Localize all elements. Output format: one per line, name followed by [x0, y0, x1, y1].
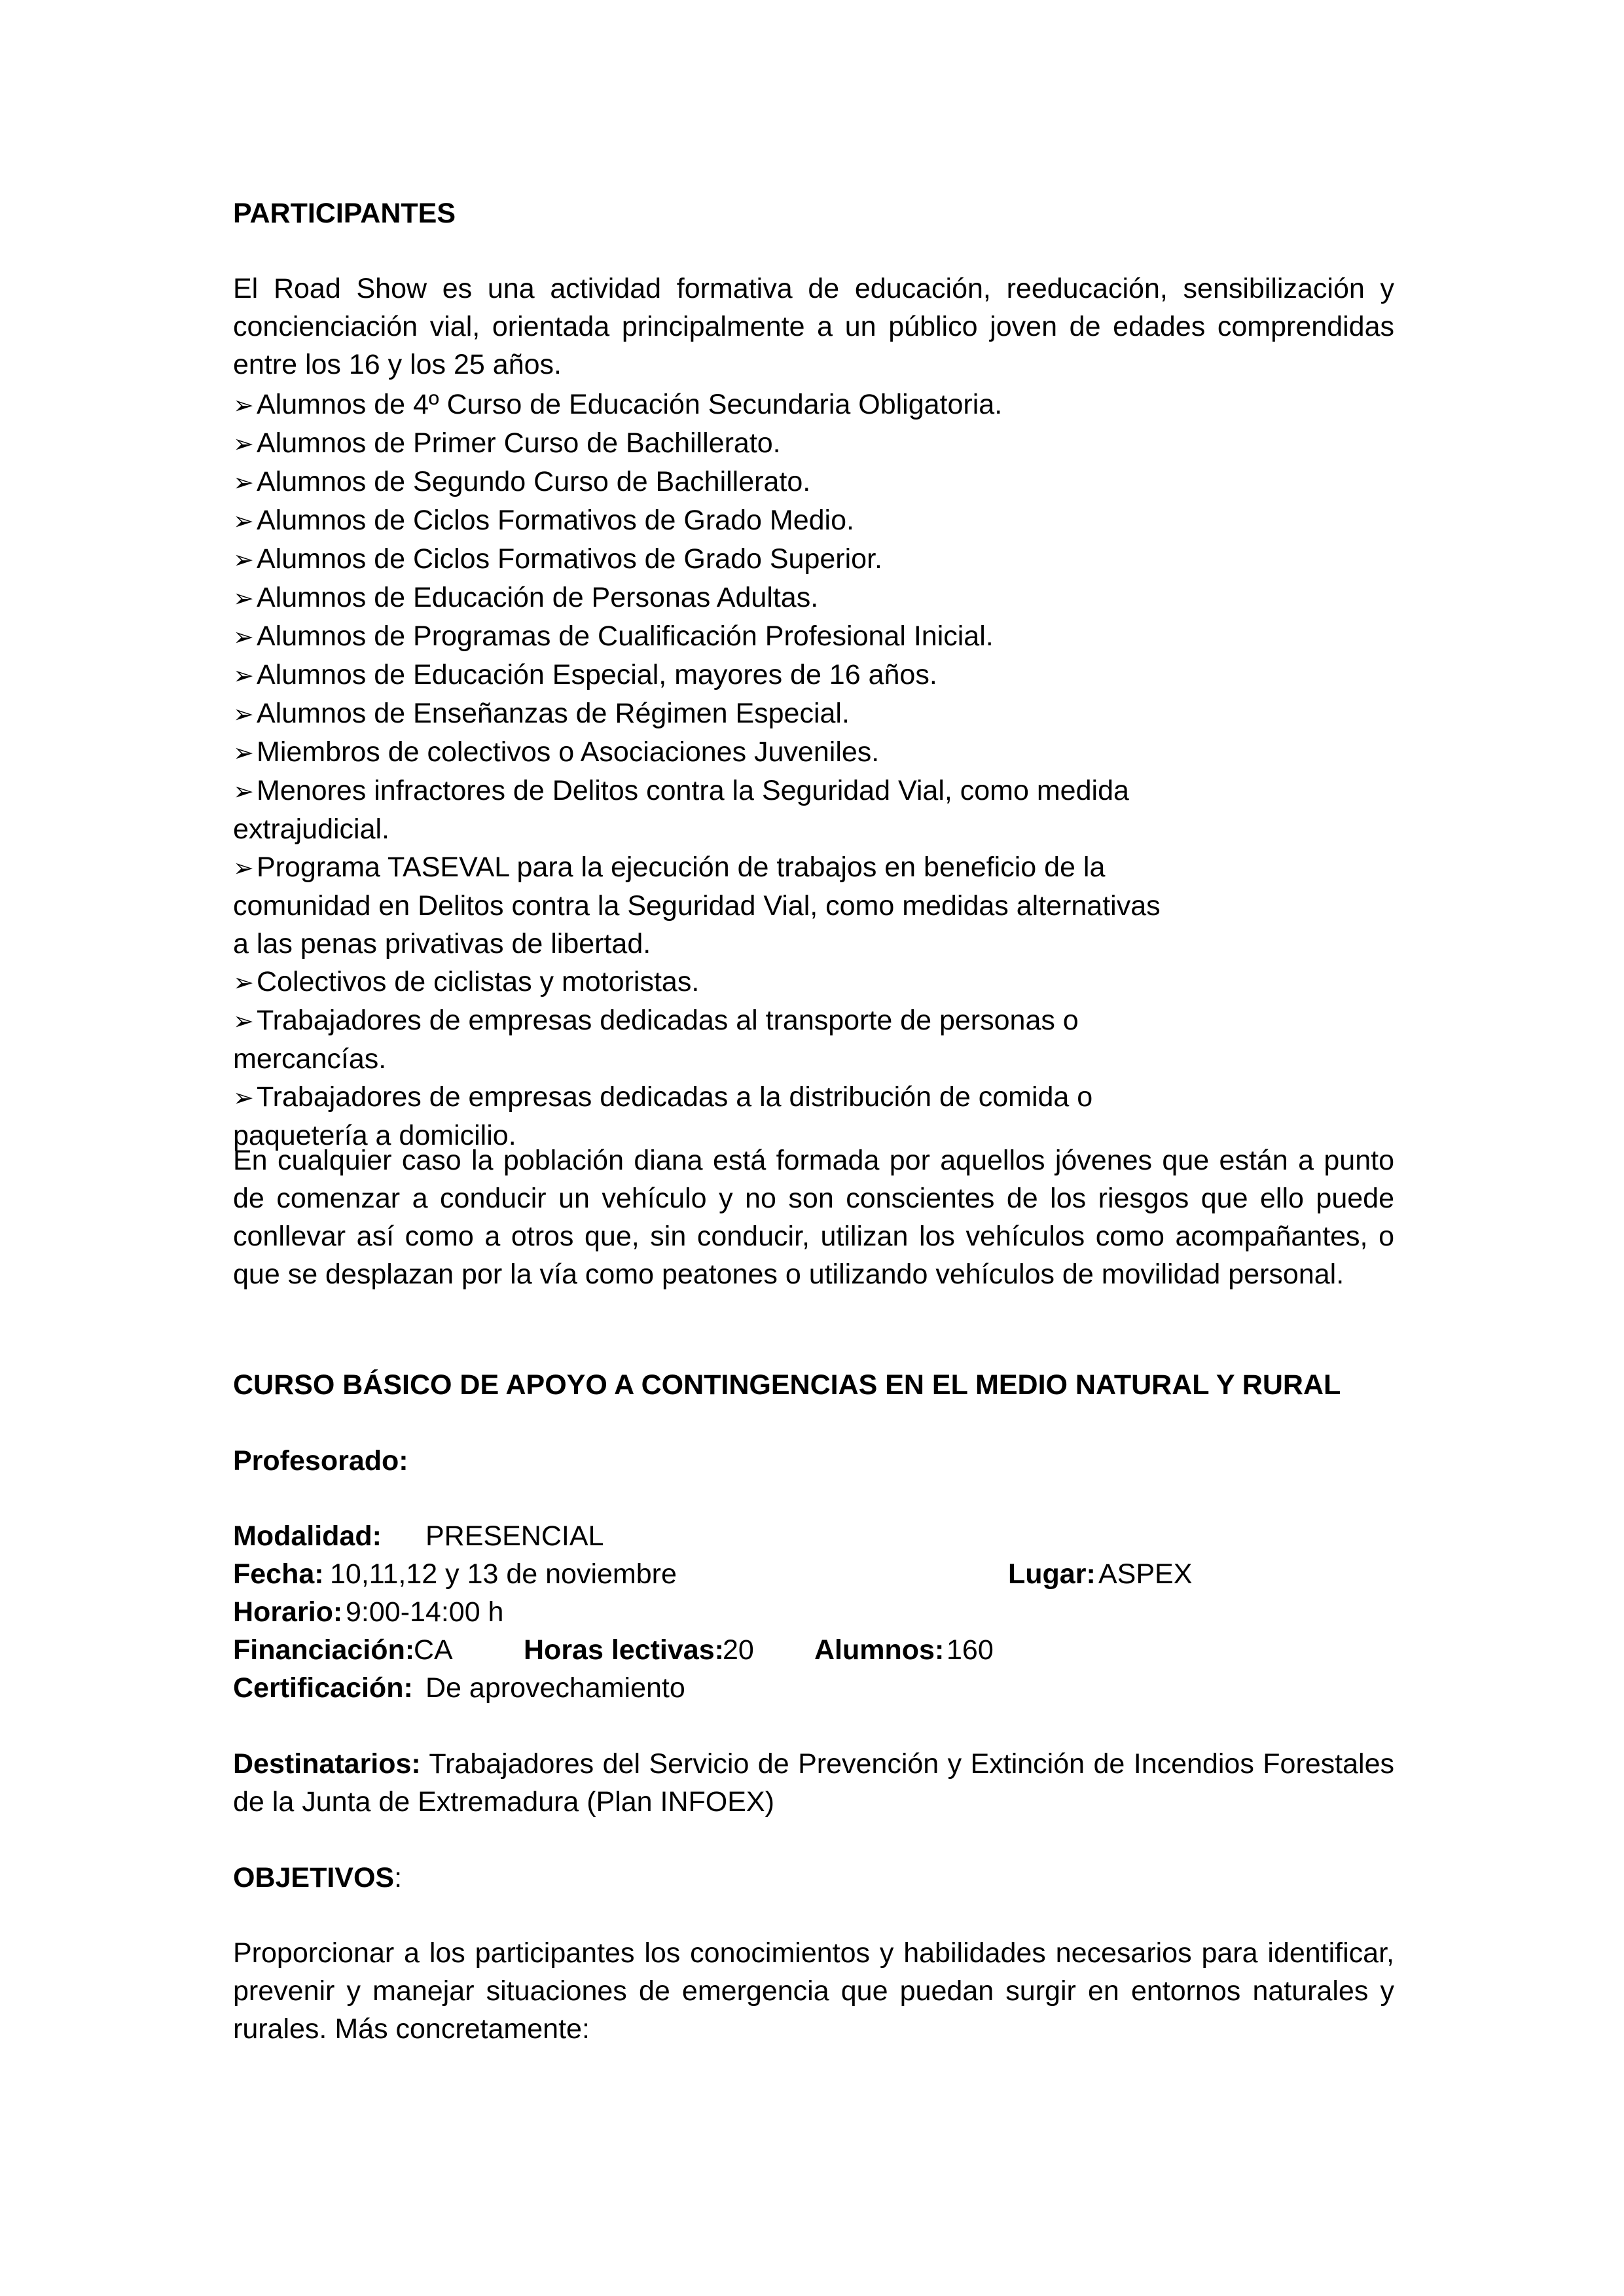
list-item: ➢Miembros de colectivos o Asociaciones Juveniles.	[233, 733, 1394, 772]
participantes-closing: En cualquier caso la población diana está formada por aquellos jóvenes que están a punto de comenzar a conducir un vehículo y no son conscientes de los riesgos que ello puede conllevar así como a otros que, sin conducir, utilizan los vehículos como acompañantes, o que se desplazan por la vía como peatones o utilizando vehículos de movilidad personal.	[233, 1145, 1394, 1290]
arrow-bullet-icon: ➢	[233, 507, 254, 535]
arrow-bullet-icon: ➢	[233, 777, 254, 806]
certificacion-value: De aprovechamiento	[425, 1672, 685, 1704]
certificacion-label: Certificación:	[233, 1672, 413, 1704]
list-item: ➢Alumnos de Ciclos Formativos de Grado Superior.	[233, 540, 1394, 579]
list-item: ➢Alumnos de Segundo Curso de Bachillerato.	[233, 463, 1394, 501]
lugar-value: ASPEX	[1098, 1558, 1193, 1590]
list-item: ➢Alumnos de Enseñanzas de Régimen Especial.	[233, 694, 1394, 733]
alumnos-value: 160	[947, 1634, 994, 1666]
destinatarios-label: Destinatarios:	[233, 1748, 421, 1780]
participantes-list	[233, 386, 1394, 1155]
participantes-heading: PARTICIPANTES	[233, 198, 456, 229]
arrow-bullet-icon: ➢	[233, 429, 254, 458]
modalidad-label: Modalidad:	[233, 1520, 382, 1552]
horario-label: Horario:	[233, 1596, 343, 1628]
list-item: ➢Alumnos de 4º Curso de Educación Secundaria Obligatoria.	[233, 386, 1394, 424]
arrow-bullet-icon: ➢	[233, 1083, 254, 1112]
horario-value: 9:00-14:00 h	[346, 1596, 504, 1628]
financiacion-value: CA	[414, 1634, 453, 1666]
modalidad-value: PRESENCIAL	[425, 1520, 604, 1552]
list-item: ➢Programa TASEVAL para la ejecución de trabajos en beneficio de la comunidad en Delitos contra la Seguridad Vial, como medidas alternativas a las penas privativas de libertad.	[233, 848, 1163, 963]
list-item: ➢Menores infractores de Delitos contra la Seguridad Vial, como medida extrajudicial.	[233, 772, 1136, 848]
list-item: ➢Alumnos de Primer Curso de Bachillerato.	[233, 424, 1394, 463]
destinatarios-value: Trabajadores del Servicio de Prevención y Extinción de Incendios Forestales de la Junta de Extremadura (Plan INFOEX)	[233, 1748, 1395, 1818]
destinatarios	[233, 1745, 1394, 1821]
arrow-bullet-icon: ➢	[233, 391, 254, 420]
arrow-bullet-icon: ➢	[233, 738, 254, 767]
list-item: ➢Trabajadores de empresas dedicadas al transporte de personas o mercancías.	[233, 1001, 1097, 1078]
arrow-bullet-icon: ➢	[233, 661, 254, 690]
horas-lectivas-value: 20	[723, 1634, 754, 1666]
arrow-bullet-icon: ➢	[233, 1007, 254, 1035]
profesorado-label: Profesorado:	[233, 1445, 408, 1477]
lugar-label: Lugar:	[1008, 1558, 1096, 1590]
list-item: ➢Colectivos de ciclistas y motoristas.	[233, 963, 1394, 1001]
alumnos-label: Alumnos:	[814, 1634, 945, 1666]
fecha-value: 10,11,12 y 13 de noviembre	[330, 1558, 677, 1590]
arrow-bullet-icon: ➢	[233, 700, 254, 728]
list-item: ➢Alumnos de Educación Especial, mayores de 16 años.	[233, 656, 1394, 694]
financiacion-label: Financiación:	[233, 1634, 415, 1666]
arrow-bullet-icon: ➢	[233, 545, 254, 574]
arrow-bullet-icon: ➢	[233, 853, 254, 882]
participantes-intro: El Road Show es una actividad formativa de educación, reeducación, sensibilización y concienciación vial, orientada principalmente a un público joven de edades comprendidas entre los 16 y los 25 años.	[233, 273, 1394, 380]
objetivos-text: Proporcionar a los participantes los conocimientos y habilidades necesarios para identificar, prevenir y manejar situaciones de emergencia que puedan surgir en entornos naturales y rurales. Más concretamente:	[233, 1937, 1394, 2045]
fecha-label: Fecha:	[233, 1558, 324, 1590]
arrow-bullet-icon: ➢	[233, 584, 254, 613]
objetivos-heading: OBJETIVOS:	[233, 1862, 403, 1893]
list-item: ➢Alumnos de Educación de Personas Adultas.	[233, 579, 1394, 617]
curso-heading: CURSO BÁSICO DE APOYO A CONTINGENCIAS EN EL MEDIO NATURAL Y RURAL	[233, 1369, 1341, 1401]
horas-lectivas-label: Horas lectivas:	[524, 1634, 724, 1666]
arrow-bullet-icon: ➢	[233, 968, 254, 997]
arrow-bullet-icon: ➢	[233, 468, 254, 497]
list-item: ➢Alumnos de Programas de Cualificación Profesional Inicial.	[233, 617, 1394, 656]
list-item: ➢Alumnos de Ciclos Formativos de Grado Medio.	[233, 501, 1394, 540]
document-page	[233, 0, 1394, 2296]
list-item: ➢Trabajadores de empresas dedicadas a la distribución de comida o paquetería a domicilio.	[233, 1078, 1104, 1155]
arrow-bullet-icon: ➢	[233, 622, 254, 651]
